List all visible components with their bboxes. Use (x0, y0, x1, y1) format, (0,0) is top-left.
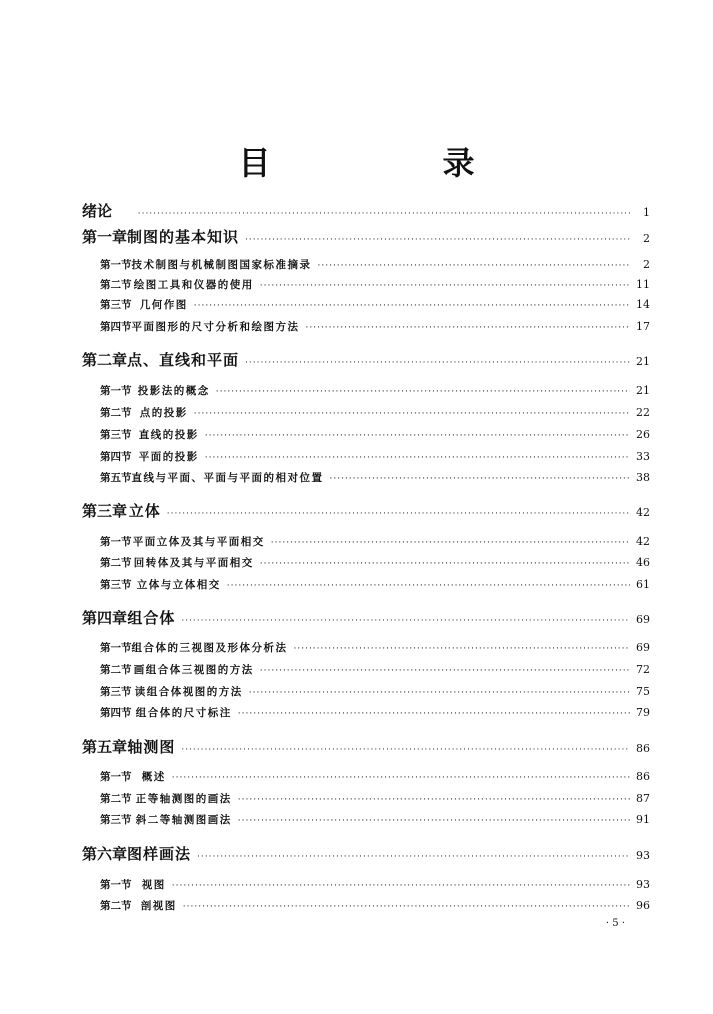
entry-page-number: 86 (636, 742, 650, 755)
toc-section-entry (100, 662, 650, 677)
entry-page-number: 79 (636, 706, 650, 719)
entry-page-number: 2 (643, 258, 650, 271)
entry-title: 点、直线和平面 (127, 351, 240, 369)
toc-section-entry (100, 684, 650, 699)
leader-dots (318, 261, 631, 271)
entry-page-number: 38 (636, 471, 650, 484)
entry-title: 组合体的三视图及形体分析法 (131, 642, 288, 654)
toc-chapter-entry (82, 607, 650, 628)
leader-dots (216, 387, 630, 397)
entry-number: 第一节 (100, 536, 132, 548)
leader-dots (197, 852, 630, 862)
toc-chapter-entry (82, 500, 650, 521)
entry-page-number: 14 (636, 298, 650, 311)
entry-page-number: 93 (636, 849, 650, 862)
toc-section-entry (100, 319, 650, 334)
entry-page-number: 26 (636, 428, 650, 441)
leader-dots (271, 538, 630, 548)
leader-dots (238, 795, 630, 805)
leader-dots (181, 616, 630, 626)
entry-number: 第三节 (100, 429, 132, 441)
leader-dots (260, 559, 630, 569)
entry-number: 第二节 (100, 664, 132, 676)
leader-dots (260, 666, 630, 676)
entry-number: 绪论 (82, 202, 113, 220)
entry-page-number: 17 (636, 320, 650, 333)
entry-number: 第四节 (100, 321, 132, 333)
entry-number: 第一节 (100, 771, 132, 783)
entry-number: 第二节 (100, 557, 132, 569)
toc-chapter-entry (82, 226, 650, 247)
entry-title: 组合体 (127, 609, 176, 627)
entry-title: 技术制图与机械制图国家标准摘录 (131, 259, 312, 271)
leader-dots (183, 902, 630, 912)
entry-page-number: 96 (636, 899, 650, 912)
entry-number: 第四节 (100, 451, 132, 463)
toc-chapter-entry (82, 200, 650, 221)
toc-section-entry (100, 534, 650, 549)
entry-title: 斜二等轴测图画法 (135, 814, 232, 826)
entry-number: 第四节 (100, 707, 132, 719)
entry-page-number: 11 (636, 278, 650, 291)
entry-title: 点的投影 (139, 407, 188, 419)
entry-title: 正等轴测图的画法 (135, 793, 232, 805)
entry-number: 第二节 (100, 900, 132, 912)
entry-number: 第二节 (100, 793, 132, 805)
entry-title: 绘图工具和仪器的使用 (133, 279, 254, 291)
page-title: 目 录 (238, 144, 545, 182)
toc-section-entry (100, 705, 650, 720)
toc-chapter-entry (82, 349, 650, 370)
leader-dots (260, 281, 630, 291)
leader-dots (249, 688, 630, 698)
entry-page-number: 21 (636, 355, 650, 368)
entry-title: 立体与立体相交 (136, 579, 221, 591)
toc-section-entry (100, 812, 650, 827)
entry-title: 几何作图 (139, 299, 188, 311)
entry-title: 图样画法 (127, 845, 192, 863)
entry-title: 概述 (141, 771, 166, 783)
entry-number: 第四章 (82, 609, 128, 627)
entry-page-number: 21 (636, 384, 650, 397)
entry-title: 直线与平面、平面与平面的相对位置 (131, 472, 324, 484)
entry-number: 第一节 (100, 879, 132, 891)
entry-page-number: 33 (636, 450, 650, 463)
leader-dots (181, 745, 630, 755)
entry-page-number: 93 (636, 878, 650, 891)
entry-page-number: 42 (636, 506, 650, 519)
toc-chapter-entry (82, 736, 650, 757)
toc-section-entry (100, 898, 650, 913)
toc-section-entry (100, 449, 650, 464)
entry-page-number: 75 (636, 685, 650, 698)
entry-page-number: 87 (636, 792, 650, 805)
entry-page-number: 69 (636, 641, 650, 654)
entry-page-number: 86 (636, 770, 650, 783)
entry-title: 读组合体视图的方法 (134, 686, 243, 698)
leader-dots (294, 644, 631, 654)
entry-title: 直线的投影 (138, 429, 199, 441)
leader-dots (172, 773, 630, 783)
toc-section-entry (100, 427, 650, 442)
leader-dots (245, 358, 630, 368)
toc-section-entry (100, 555, 650, 570)
entry-title: 画组合体三视图的方法 (133, 664, 254, 676)
leader-dots (330, 474, 631, 484)
leader-dots (194, 409, 630, 419)
entry-number: 第五章 (82, 738, 128, 756)
toc-section-entry (100, 257, 650, 272)
entry-title: 轴测图 (127, 738, 176, 756)
entry-number: 第三节 (100, 579, 132, 591)
leader-dots (194, 301, 630, 311)
toc-section-entry (100, 405, 650, 420)
toc-section-entry (100, 877, 650, 892)
entry-page-number: 1 (643, 206, 650, 219)
entry-number: 第三节 (100, 814, 132, 826)
entry-page-number: 2 (643, 232, 650, 245)
toc-section-entry (100, 640, 650, 655)
entry-number: 第一节 (100, 385, 132, 397)
toc-section-entry (100, 470, 650, 485)
toc-section-entry (100, 577, 650, 592)
leader-dots (205, 453, 630, 463)
entry-number: 第五节 (100, 472, 132, 484)
toc-section-entry (100, 791, 650, 806)
entry-page-number: 72 (636, 663, 650, 676)
entry-title: 回转体及其与平面相交 (133, 557, 254, 569)
entry-number: 第三章 (82, 502, 128, 520)
entry-number: 第三节 (100, 299, 132, 311)
entry-number: 第二章 (82, 351, 128, 369)
entry-title: 视图 (141, 879, 166, 891)
entry-title: 投影法的概念 (137, 385, 210, 397)
leader-dots (138, 209, 630, 219)
entry-title: 平面图形的尺寸分析和绘图方法 (131, 321, 300, 333)
entry-page-number: 69 (636, 613, 650, 626)
entry-title: 制图的基本知识 (127, 228, 240, 246)
entry-number: 第三节 (100, 686, 132, 698)
toc-section-entry (100, 383, 650, 398)
toc-chapter-entry (82, 843, 650, 864)
entry-page-number: 42 (636, 535, 650, 548)
leader-dots (306, 323, 631, 333)
entry-page-number: 61 (636, 578, 650, 591)
toc-section-entry (100, 297, 650, 312)
leader-dots (245, 235, 630, 245)
entry-title: 组合体的尺寸标注 (135, 707, 232, 719)
entry-title: 平面的投影 (138, 451, 199, 463)
leader-dots (238, 816, 630, 826)
leader-dots (172, 881, 630, 891)
leader-dots (167, 509, 630, 519)
entry-page-number: 22 (636, 406, 650, 419)
toc-section-entry (100, 769, 650, 784)
entry-number: 第一节 (100, 259, 132, 271)
leader-dots (238, 709, 630, 719)
entry-number: 第二节 (100, 407, 132, 419)
page-number-footer: · 5 · (605, 918, 625, 929)
entry-page-number: 46 (636, 556, 650, 569)
entry-number: 第一节 (100, 642, 132, 654)
entry-title: 剖视图 (140, 900, 177, 912)
entry-page-number: 91 (636, 813, 650, 826)
leader-dots (205, 431, 630, 441)
entry-title: 平面立体及其与平面相交 (132, 536, 265, 548)
entry-number: 第一章 (82, 228, 128, 246)
entry-number: 第二节 (100, 279, 132, 291)
leader-dots (227, 581, 630, 591)
toc-section-entry (100, 277, 650, 292)
entry-number: 第六章 (82, 845, 128, 863)
entry-title: 立体 (128, 502, 161, 520)
